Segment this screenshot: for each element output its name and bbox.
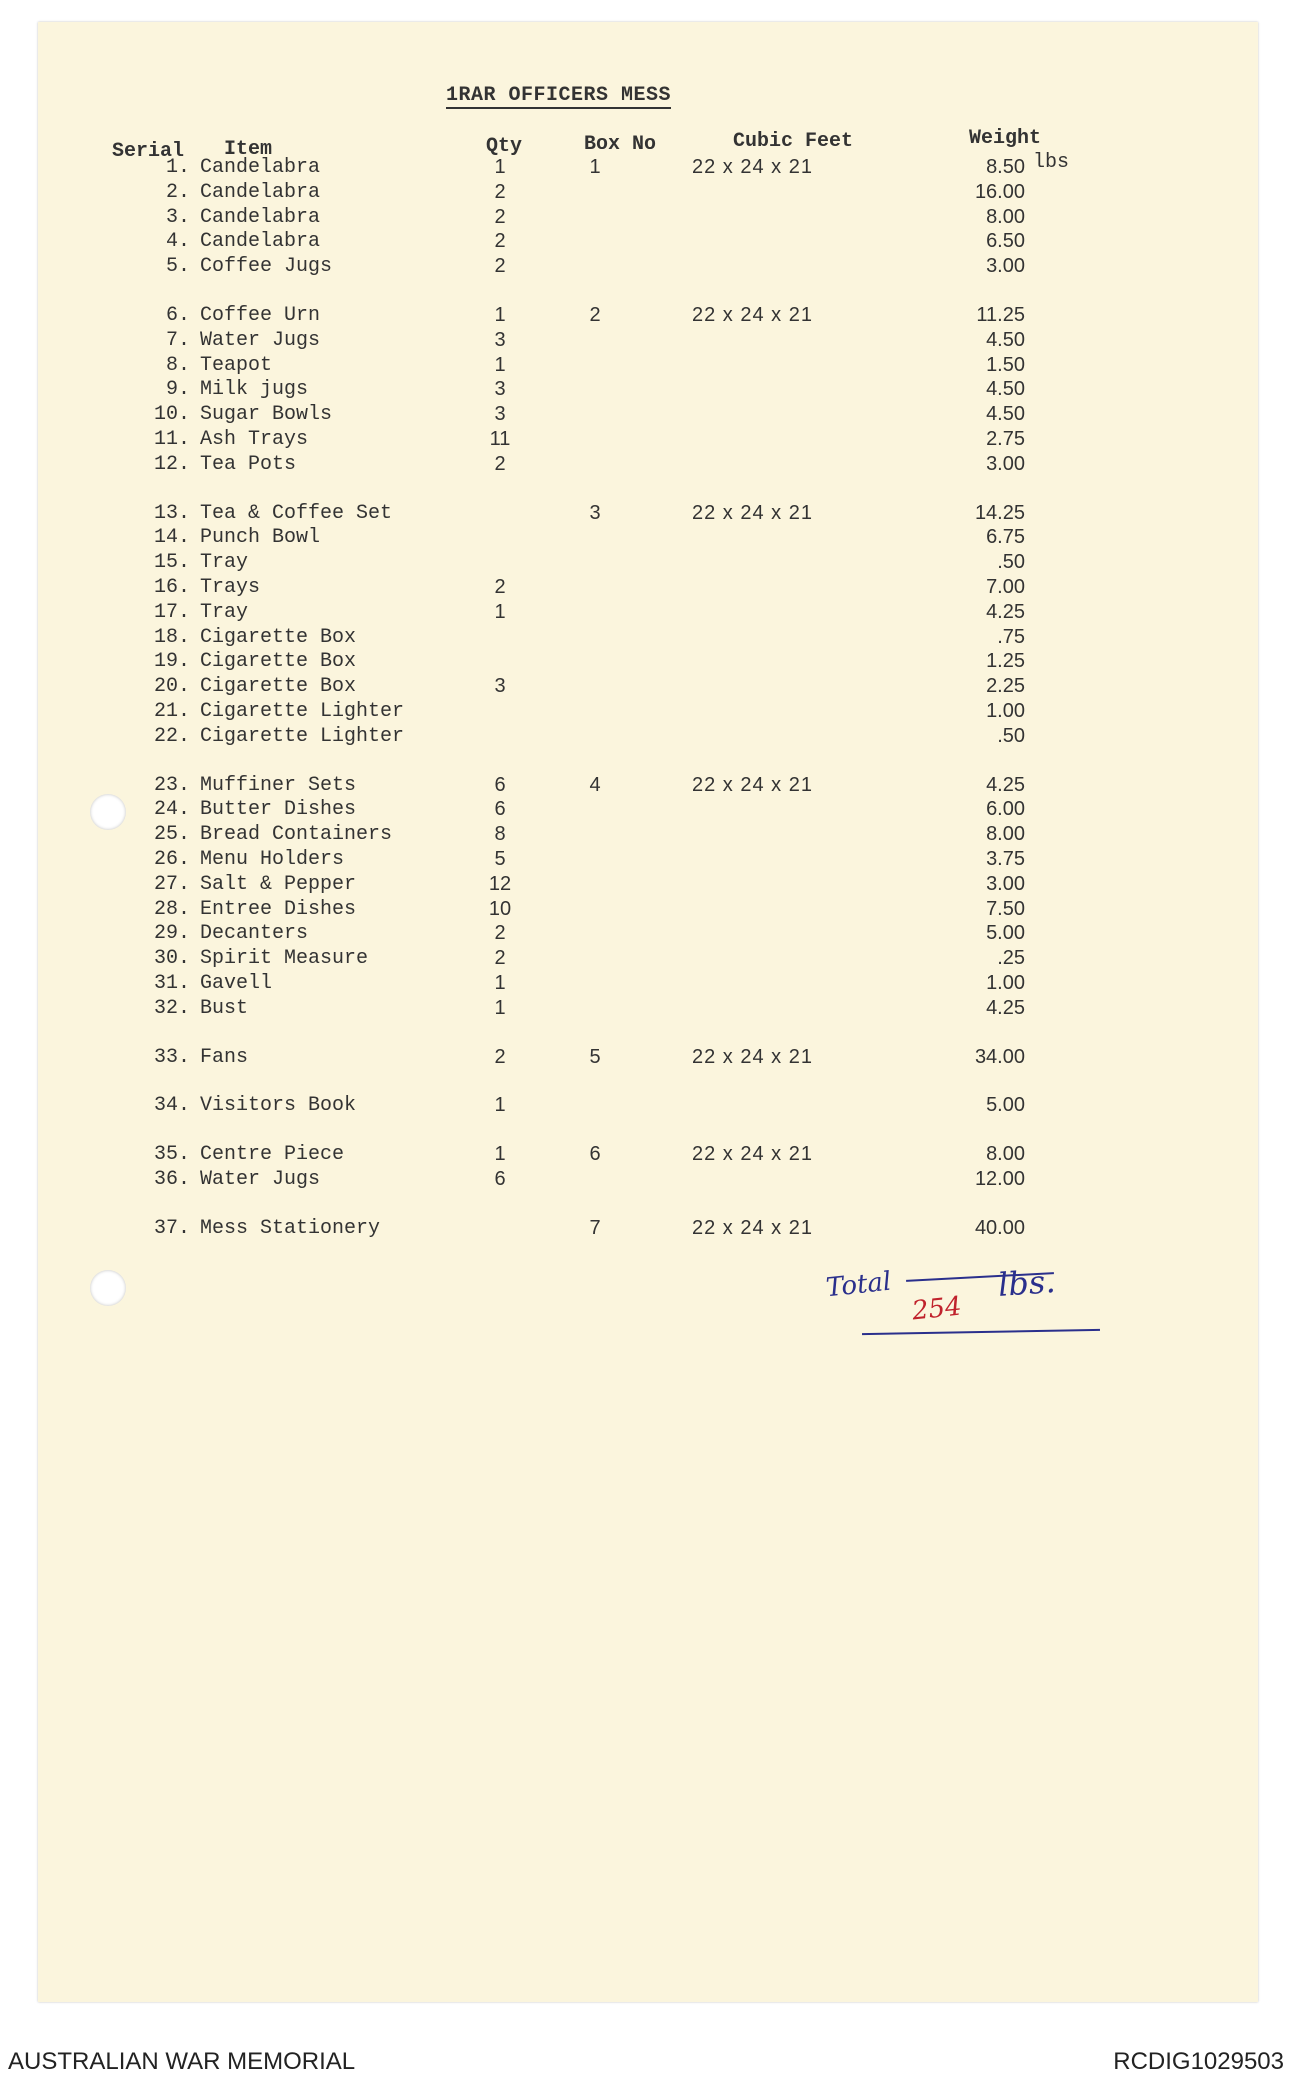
qty-cell: 3 [494,675,506,697]
table-row [0,674,1292,699]
weight-unit: lbs [1033,151,1070,174]
table-row [0,452,1292,477]
item-cell: Sugar Bowls [200,403,333,426]
serial-cell: 26. [153,848,190,871]
qty-cell: 1 [494,1094,506,1116]
qty-cell: 2 [494,230,506,252]
serial-cell: 29. [153,922,190,945]
qty-cell: 6 [494,1168,506,1190]
qty-cell: 3 [494,329,506,351]
item-cell: Coffee Urn [200,304,321,327]
qty-cell: 1 [494,354,506,376]
qty-cell: 3 [494,378,506,400]
table-row [0,773,1292,798]
serial-cell: 9. [165,378,190,401]
serial-cell: 28. [153,898,190,921]
weight-cell: 6.00 [986,798,1025,820]
serial-cell: 3. [165,206,190,229]
weight-cell: 5.00 [986,922,1025,944]
cubic-feet-cell: 22 x 24 x 21 [692,774,813,796]
qty-cell: 11 [489,428,511,450]
item-cell: Fans [200,1046,249,1069]
weight-cell: .25 [997,947,1025,969]
item-cell: Milk jugs [200,378,309,401]
table-row [0,205,1292,230]
weight-cell: 16.00 [974,181,1025,203]
cubic-feet-cell: 22 x 24 x 21 [692,1046,813,1068]
item-cell: Menu Holders [200,848,345,871]
qty-cell: 2 [494,206,506,228]
weight-cell: 8.00 [986,1143,1025,1165]
table-row [0,575,1292,600]
table-row [0,229,1292,254]
weight-cell: 8.50 [986,156,1025,178]
box-no-cell: 2 [589,304,601,326]
qty-cell: 2 [494,255,506,277]
serial-cell: 21. [153,700,190,723]
serial-cell: 20. [153,675,190,698]
cubic-feet-cell: 22 x 24 x 21 [692,1217,813,1239]
item-cell: Cigarette Box [200,626,357,649]
table-row [0,1093,1292,1118]
weight-cell: 6.75 [986,526,1025,548]
weight-cell: 40.00 [974,1217,1025,1239]
serial-cell: 27. [153,873,190,896]
table-row [0,996,1292,1021]
table-row [0,625,1292,650]
footer-record-id: RCDIG1029503 [1113,2048,1284,2075]
item-cell: Visitors Book [200,1094,357,1117]
weight-cell: 14.25 [974,502,1025,524]
weight-cell: 8.00 [986,206,1025,228]
weight-cell: .75 [997,626,1025,648]
table-row [0,550,1292,575]
item-cell: Tea & Coffee Set [200,502,393,525]
item-cell: Butter Dishes [200,798,357,821]
box-no-cell: 1 [589,156,601,178]
serial-cell: 2. [165,181,190,204]
table-row [0,797,1292,822]
serial-cell: 22. [153,725,190,748]
cubic-feet-cell: 22 x 24 x 21 [692,156,813,178]
serial-cell: 7. [165,329,190,352]
serial-cell: 17. [153,601,190,624]
item-cell: Ash Trays [200,428,309,451]
qty-cell: 6 [494,774,506,796]
item-cell: Cigarette Box [200,650,357,673]
table-row [0,724,1292,749]
serial-cell: 35. [153,1143,190,1166]
weight-cell: 2.25 [986,675,1025,697]
qty-cell: 2 [494,1046,506,1068]
serial-cell: 13. [153,502,190,525]
weight-cell: 4.25 [986,997,1025,1019]
weight-cell: 4.50 [986,329,1025,351]
weight-cell: 3.00 [986,255,1025,277]
weight-cell: 4.50 [986,403,1025,425]
item-cell: Candelabra [200,181,321,204]
serial-cell: 8. [165,354,190,377]
weight-cell: 3.75 [986,848,1025,870]
weight-cell: 8.00 [986,823,1025,845]
table-row [0,501,1292,526]
serial-cell: 5. [165,255,190,278]
table-row [0,847,1292,872]
total-value: 254 [910,1291,964,1327]
serial-cell: 10. [153,403,190,426]
serial-cell: 30. [153,947,190,970]
serial-cell: 23. [153,774,190,797]
serial-cell: 34. [153,1094,190,1117]
item-cell: Candelabra [200,156,321,179]
qty-cell: 1 [494,304,506,326]
table-row [0,155,1292,180]
table-row [0,971,1292,996]
table-row [0,254,1292,279]
item-cell: Candelabra [200,230,321,253]
box-no-cell: 3 [589,502,601,524]
weight-cell: 6.50 [986,230,1025,252]
header-cubic-feet: Cubic Feet [733,130,854,153]
weight-cell: 34.00 [974,1046,1025,1068]
serial-cell: 14. [153,526,190,549]
header-box-no: Box No [584,133,657,156]
item-cell: Tea Pots [200,453,297,476]
document-title: 1RAR OFFICERS MESS [446,84,672,107]
qty-cell: 1 [494,601,506,623]
table-row [0,402,1292,427]
item-cell: Entree Dishes [200,898,357,921]
table-row [0,921,1292,946]
total-label: Total [824,1266,893,1304]
item-cell: Cigarette Lighter [200,725,405,748]
table-row [0,427,1292,452]
qty-cell: 12 [488,873,512,895]
item-cell: Salt & Pepper [200,873,357,896]
serial-cell: 18. [153,626,190,649]
box-no-cell: 5 [589,1046,601,1068]
qty-cell: 10 [488,898,512,920]
item-cell: Water Jugs [200,1168,321,1191]
box-no-cell: 7 [589,1217,601,1239]
table-row [0,377,1292,402]
item-cell: Cigarette Lighter [200,700,405,723]
table-row [0,822,1292,847]
weight-cell: 1.50 [986,354,1025,376]
table-row [0,1045,1292,1070]
serial-cell: 33. [153,1046,190,1069]
serial-cell: 12. [153,453,190,476]
item-cell: Candelabra [200,206,321,229]
weight-cell: 11.25 [976,304,1025,326]
item-cell: Trays [200,576,261,599]
serial-cell: 4. [165,230,190,253]
weight-cell: 1.00 [986,972,1025,994]
box-no-cell: 6 [589,1143,601,1165]
qty-cell: 2 [494,922,506,944]
weight-cell: .50 [997,725,1025,747]
weight-cell: 4.50 [986,378,1025,400]
serial-cell: 16. [153,576,190,599]
serial-cell: 24. [153,798,190,821]
serial-cell: 36. [153,1168,190,1191]
weight-cell: .50 [997,551,1025,573]
serial-cell: 25. [153,823,190,846]
serial-cell: 31. [153,972,190,995]
weight-cell: 4.25 [986,601,1025,623]
box-no-cell: 4 [589,774,601,796]
item-cell: Bread Containers [200,823,393,846]
footer-institution: AUSTRALIAN WAR MEMORIAL [8,2048,356,2075]
item-cell: Cigarette Box [200,675,357,698]
qty-cell: 1 [494,156,506,178]
weight-cell: 3.00 [986,453,1025,475]
serial-cell: 19. [153,650,190,673]
item-cell: Centre Piece [200,1143,345,1166]
serial-cell: 1. [165,156,190,179]
table-row [0,1142,1292,1167]
header-weight: Weight [969,127,1042,150]
item-cell: Tray [200,551,249,574]
item-cell: Punch Bowl [200,526,321,549]
table-row [0,328,1292,353]
qty-cell: 2 [494,576,506,598]
table-row [0,872,1292,897]
item-cell: Muffiner Sets [200,774,357,797]
punch-hole-bottom [90,1270,126,1306]
cubic-feet-cell: 22 x 24 x 21 [692,502,813,524]
weight-cell: 7.00 [986,576,1025,598]
header-item: Item [224,138,273,161]
table-row [0,1216,1292,1241]
cubic-feet-cell: 22 x 24 x 21 [692,304,813,326]
qty-cell: 1 [494,972,506,994]
qty-cell: 3 [494,403,506,425]
item-cell: Teapot [200,354,273,377]
item-cell: Decanters [200,922,309,945]
serial-cell: 11. [153,428,190,451]
weight-cell: 1.00 [986,700,1025,722]
item-cell: Tray [200,601,249,624]
table-row [0,897,1292,922]
item-cell: Coffee Jugs [200,255,333,278]
weight-cell: 12.00 [974,1168,1025,1190]
weight-cell: 2.75 [986,428,1025,450]
table-row [0,353,1292,378]
item-cell: Gavell [200,972,273,995]
table-row [0,303,1292,328]
qty-cell: 1 [494,997,506,1019]
table-row [0,525,1292,550]
qty-cell: 1 [494,1143,506,1165]
serial-cell: 37. [153,1217,190,1240]
table-row [0,600,1292,625]
serial-cell: 15. [153,551,190,574]
weight-cell: 7.50 [986,898,1025,920]
table-row [0,649,1292,674]
item-cell: Bust [200,997,249,1020]
weight-cell: 5.00 [986,1094,1025,1116]
weight-cell: 1.25 [986,650,1025,672]
total-unit: lbs. [996,1262,1057,1304]
table-row [0,946,1292,971]
table-row [0,1167,1292,1192]
serial-cell: 6. [165,304,190,327]
cubic-feet-cell: 22 x 24 x 21 [692,1143,813,1165]
qty-cell: 6 [494,798,506,820]
item-cell: Spirit Measure [200,947,369,970]
table-row [0,180,1292,205]
qty-cell: 8 [494,823,506,845]
header-qty: Qty [486,135,523,158]
serial-cell: 32. [153,997,190,1020]
weight-cell: 4.25 [986,774,1025,796]
qty-cell: 2 [494,181,506,203]
header-serial: Serial [112,140,185,163]
item-cell: Mess Stationery [200,1217,381,1240]
qty-cell: 2 [494,453,506,475]
qty-cell: 2 [494,947,506,969]
table-row [0,699,1292,724]
item-cell: Water Jugs [200,329,321,352]
qty-cell: 5 [494,848,506,870]
weight-cell: 3.00 [986,873,1025,895]
